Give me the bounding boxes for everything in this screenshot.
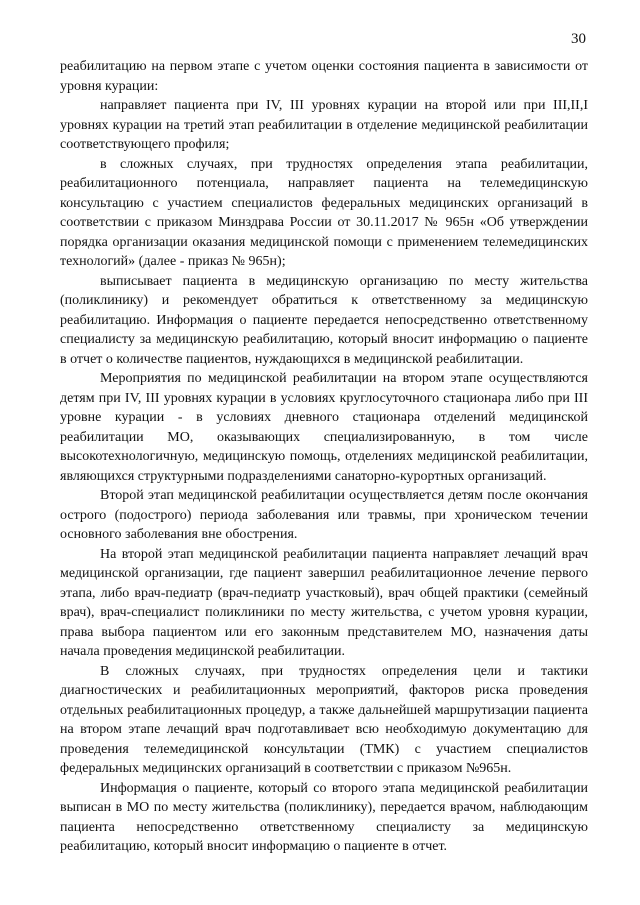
paragraph-complex-cases: В сложных случаях, при трудностях определения цели и тактики диагностических и реабилитационных мероприятий, факторов риска проведения отдельных реабилитационных процедур, а также дальнейшей маршрутизации пациента на втором этапе лечащий врач подготавливает всю необходимую документацию для проведения телемедицинской консультации (ТМК) с участием специалистов федеральных медицинских организаций в соответствии с приказом №965н.	[60, 663, 588, 776]
paragraph-discharge: выписывает пациента в медицинскую организацию по месту жительства (поликлинику) и рекомендует обратиться к ответственному за медицинскую реабилитацию. Информация о пациенте передается непосредственно ответственному специалисту за медицинскую реабилитацию, который вносит информацию о пациенте в отчет о количестве пациентов, нуждающихся в медицинской реабилитации.	[60, 273, 588, 367]
paragraph-telemedicine-consultation: в сложных случаях, при трудностях определения этапа реабилитации, реабилитационного потенциала, направляет пациента на телемедицинскую консультацию с участием специалистов федеральных медицинских организаций в соответствии с приказом Минздрава России от 30.11.2017 № 965н «Об утверждении порядка организации оказания медицинской помощи с применением телемедицинских технологий» (далее - приказ № 965н);	[60, 156, 588, 269]
paragraph-continuation: реабилитацию на первом этапе с учетом оценки состояния пациента в зависимости от уровня курации:	[60, 59, 588, 94]
paragraph-second-stage-measures: Мероприятия по медицинской реабилитации на втором этапе осуществляются детям при IV, III уровнях курации в условиях круглосуточного стационара либо при III уровне курации - в условиях дневного стационара отделений медицинской реабилитации МО, оказывающих специализированную, в том числе высокотехнологичную, медицинскую помощь, отделениях медицинской реабилитации, являющихся структурными подразделениями санаторно-курортных организаций.	[60, 371, 588, 484]
document-body	[60, 57, 588, 857]
paragraph-patient-information: Информация о пациенте, который со второго этапа медицинской реабилитации выписан в МО по месту жительства (поликлинику), передается врачом, наблюдающим пациента непосредственно ответственному специалисту за медицинскую реабилитацию, который вносит информацию о пациенте в отчет.	[60, 780, 588, 854]
paragraph-second-stage-referral: На второй этап медицинской реабилитации пациента направляет лечащий врач медицинской организации, где пациент завершил реабилитационное лечение первого этапа, либо врач-педиатр (врач-педиатр участковый), врач общей практики (семейный врач), врач-специалист поликлиники по месту жительства, с учетом уровня курации, права выбора пациентом или его законным представителем МО, назначения даты начала проведения медицинской реабилитации.	[60, 546, 588, 659]
paragraph-second-stage-timing: Второй этап медицинской реабилитации осуществляется детям после окончания острого (подострого) периода заболевания или травмы, при хроническом течении основного заболевания вне обострения.	[60, 488, 588, 542]
paragraph-referral-stage: направляет пациента при IV, III уровнях курации на второй или при III,II,I уровнях курации на третий этап реабилитации в отделение медицинской реабилитации соответствующего профиля;	[60, 98, 588, 152]
page-number: 30	[571, 31, 586, 47]
